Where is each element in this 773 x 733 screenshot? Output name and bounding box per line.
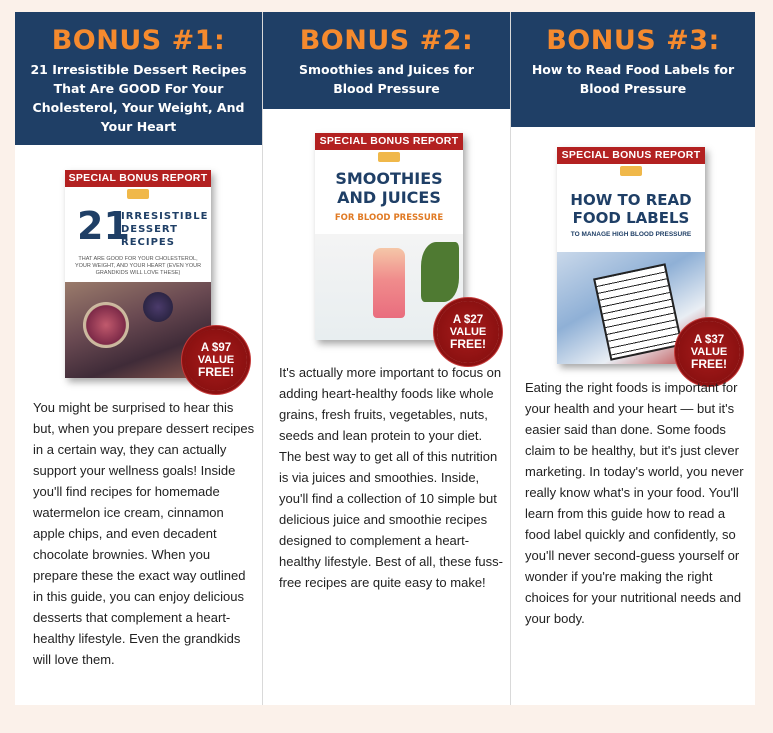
value-seal-3 <box>678 321 740 383</box>
book-logo-icon-2 <box>378 152 400 162</box>
book-ribbon-2: SPECIAL BONUS REPORT <box>315 133 463 150</box>
bonus-columns <box>15 12 755 705</box>
bonus-title-3: BONUS #3: <box>546 25 720 56</box>
bonus-header-1 <box>15 12 262 145</box>
book-tagline-1: THAT ARE GOOD FOR YOUR CHOLESTEROL, YOUR WEIGHT, AND YOUR HEART (EVEN YOUR GRANDKIDS WILL LOVE THESE) <box>74 256 202 276</box>
bonus-subtitle-1: 21 Irresistible Dessert Recipes That Are GOOD For Your Cholesterol, Your Weight, And Your Heart <box>30 62 247 134</box>
bonus-header-2 <box>263 12 510 109</box>
seal-free-3: FREE! <box>691 357 727 371</box>
book-number-1: 21 <box>77 204 130 248</box>
bonus-description-3: Eating the right foods is important for your health and your heart — but it's easier said than done. Some foods claim to be healthy, but it's just clever marketing. In today's world, you never really know what's in your food. You'll learn from this guide how to read a food label quickly and confidently, so you'll never second-guess yourself or wonder if you're making the right choices for your nutritional needs and your body. <box>525 380 744 626</box>
book-tagline-3: TO MANAGE HIGH BLOOD PRESSURE <box>570 231 692 238</box>
value-seal-2 <box>437 301 499 363</box>
book-heading-1: IRRESISTIBLE DESSERT RECIPES <box>121 211 209 248</box>
seal-value-1: VALUE <box>197 354 235 366</box>
seal-price-2: A $27 <box>452 314 484 326</box>
book-heading-2: SMOOTHIES AND JUICES <box>335 169 443 207</box>
bonus-title-2: BONUS #2: <box>299 25 474 56</box>
bonus-description-2: It's actually more important to focus on adding heart-healthy foods like whole grains, fresh fruits, vegetables, nuts, seeds and lean protein to your diet. The best way to get all of this nutrition is via juices and smoothies. Inside, you'll find a collection of 10 simple but delicious juice and smoothie recipes designed to complement a heart-healthy lifestyle. Best of all, these fuss-free recipes are quite easy to make! <box>279 365 503 590</box>
book-ribbon-3: SPECIAL BONUS REPORT <box>557 147 705 164</box>
bonus-card-3 <box>510 12 755 705</box>
bonus-title-1: BONUS #1: <box>51 25 226 56</box>
bonus-description-1: You might be surprised to hear this but, when you prepare dessert recipes in a certain way, they can actually support your wellness goals! Inside you'll find recipes for homemade watermelon ice cream, cinnamon apple chips, and even decadent chocolate brownies. When you prepare these the exact way outlined in this guide, you can enjoy delicious desserts that complement a heart-healthy lifestyle. Even the grandkids will love them. <box>33 400 255 667</box>
bonus-subtitle-2: Smoothies and Juices for Blood Pressure <box>299 62 474 96</box>
book-heading-3: HOW TO READ FOOD LABELS <box>570 191 692 227</box>
bonus-subtitle-3: How to Read Food Labels for Blood Pressure <box>531 62 735 96</box>
bonus-card-2 <box>262 12 510 705</box>
bonus-card-1 <box>15 12 262 705</box>
book-tagline-2: FOR BLOOD PRESSURE <box>334 213 444 223</box>
seal-price-1: A $97 <box>200 342 232 354</box>
book-logo-icon-3 <box>620 166 642 176</box>
seal-value-3: VALUE <box>690 346 728 358</box>
seal-price-3: A $37 <box>693 334 725 346</box>
seal-free-1: FREE! <box>198 365 234 379</box>
value-seal-1 <box>185 329 247 391</box>
seal-value-2: VALUE <box>449 326 487 338</box>
book-logo-icon-1 <box>127 189 149 199</box>
book-ribbon-1: SPECIAL BONUS REPORT <box>65 170 211 187</box>
bonus-header-3 <box>511 12 755 127</box>
seal-free-2: FREE! <box>450 337 486 351</box>
